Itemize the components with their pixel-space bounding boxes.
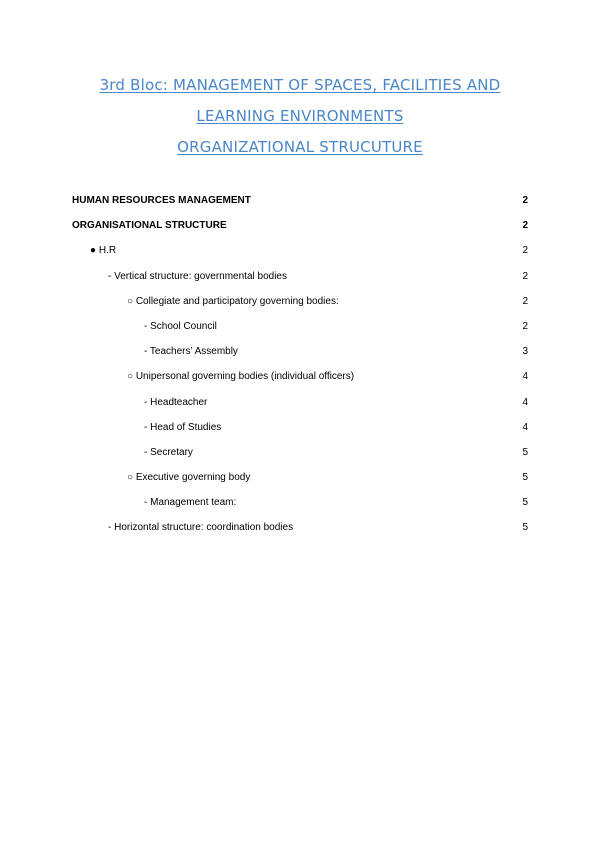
toc-entry-label: - Secretary xyxy=(144,446,193,458)
toc-entry-school-council[interactable] xyxy=(72,314,528,339)
toc-entry-horizontal-structure[interactable] xyxy=(72,515,528,540)
toc-entry-unipersonal-bodies[interactable] xyxy=(72,364,528,389)
toc-entry-page: 3 xyxy=(522,346,528,358)
toc-entry-label: ○ Executive governing body xyxy=(127,472,251,484)
title-line-2: LEARNING ENVIRONMENTS xyxy=(196,107,404,125)
toc-entry-page: 2 xyxy=(522,195,528,206)
toc-entry-label: ORGANISATIONAL STRUCTURE xyxy=(72,220,227,232)
toc-entry-label: - School Council xyxy=(144,320,217,332)
toc-entry-secretary[interactable] xyxy=(72,440,528,465)
document-title xyxy=(0,70,600,163)
toc-entry-page: 5 xyxy=(522,472,528,484)
toc-entry-teachers-assembly[interactable] xyxy=(72,339,528,364)
toc-entry-label: - Management team: xyxy=(144,497,237,509)
toc-entry-page: 2 xyxy=(522,220,528,232)
toc-entry-page: 2 xyxy=(522,245,528,257)
toc-entry-label: HUMAN RESOURCES MANAGEMENT xyxy=(72,195,251,206)
toc-entry-collegiate-bodies[interactable] xyxy=(72,289,528,314)
toc-entry-page: 4 xyxy=(522,396,528,408)
toc-entry-page: 5 xyxy=(522,446,528,458)
toc-entry-label: ○ Collegiate and participatory governing bodies: xyxy=(127,295,339,307)
toc-entry-label: - Horizontal structure: coordination bodies xyxy=(108,522,294,534)
title-line-1: 3rd Bloc: MANAGEMENT OF SPACES, FACILITIES AND xyxy=(99,76,501,94)
toc-entry-label: - Head of Studies xyxy=(144,421,222,433)
toc-entry-page: 5 xyxy=(522,522,528,534)
toc-entry-page: 2 xyxy=(522,295,528,307)
toc-entry-hr[interactable] xyxy=(72,238,528,263)
toc-entry-page: 2 xyxy=(522,270,528,282)
toc-entry-head-of-studies[interactable] xyxy=(72,415,528,440)
toc-entry-page: 2 xyxy=(522,320,528,332)
toc-entry-page: 4 xyxy=(522,421,528,433)
toc-entry-executive-body[interactable] xyxy=(72,465,528,490)
table-of-contents xyxy=(72,188,528,541)
toc-entry-management-team[interactable] xyxy=(72,490,528,515)
toc-entry-label: ● H.R xyxy=(90,245,117,257)
toc-entry-human-resources-management[interactable] xyxy=(72,188,528,213)
toc-entry-label: ○ Unipersonal governing bodies (individual officers) xyxy=(127,371,355,383)
toc-entry-page: 5 xyxy=(522,497,528,509)
toc-entry-label: - Headteacher xyxy=(144,396,208,408)
toc-entry-label: - Vertical structure: governmental bodies xyxy=(108,270,287,282)
toc-entry-label: - Teachers’ Assembly xyxy=(144,346,238,358)
toc-entry-vertical-structure[interactable] xyxy=(72,264,528,289)
toc-entry-page: 4 xyxy=(522,371,528,383)
title-line-3: ORGANIZATIONAL STRUCUTURE xyxy=(177,138,423,156)
toc-entry-organisational-structure[interactable] xyxy=(72,213,528,238)
toc-entry-headteacher[interactable] xyxy=(72,390,528,415)
